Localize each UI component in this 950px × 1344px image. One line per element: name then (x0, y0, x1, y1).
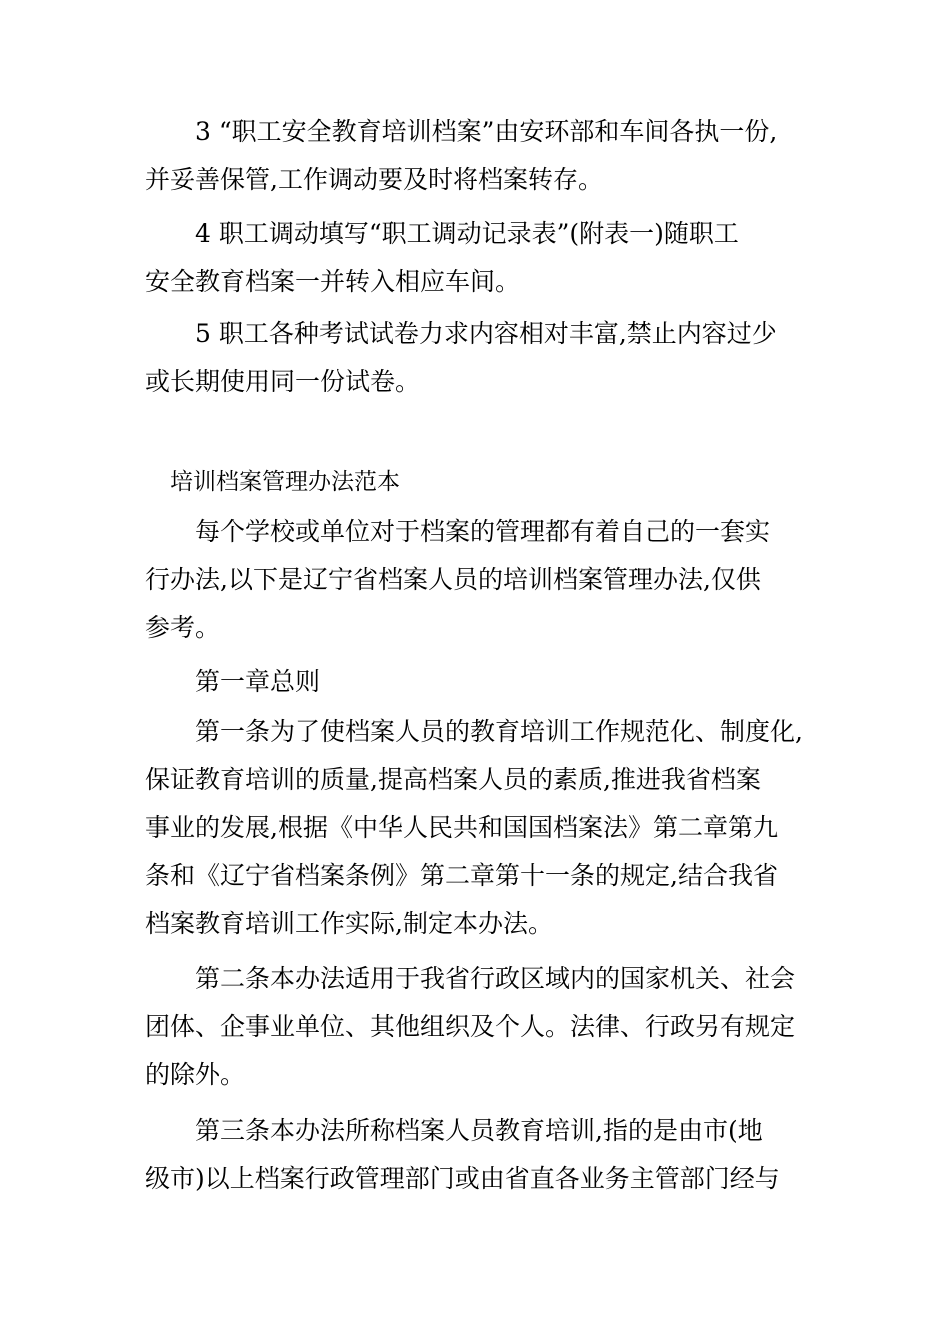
paragraph-line: 5 职工各种考试试卷力求内容相对丰富,禁止内容过少 (195, 319, 777, 348)
paragraph-line: 安全教育档案一并转入相应车间。 (145, 267, 521, 296)
paragraph-item-5 (145, 310, 817, 406)
paragraph-line: 级市)以上档案行政管理部门或由省直各业务主管部门经与 (145, 1164, 780, 1193)
paragraph-line: 档案教育培训工作实际,制定本办法。 (145, 909, 553, 938)
paragraph-line: 或长期使用同一份试卷。 (145, 367, 421, 396)
paragraph-line: 第二条本办法适用于我省行政区域内的国家机关、社会 (195, 964, 796, 993)
paragraph-line: 保证教育培训的质量,提高档案人员的素质,推进我省档案 (145, 765, 761, 794)
paragraph-line: 并妥善保管,工作调动要及时将档案转存。 (145, 165, 603, 194)
paragraph-line: 4 职工调动填写“职工调动记录表”(附表一)随职工 (195, 219, 739, 248)
paragraph-line: 3 “职工安全教育培训档案”由安环部和车间各执一份, (195, 117, 778, 146)
chapter-heading (145, 658, 817, 706)
paragraph-line: 第一条为了使档案人员的教育培训工作规范化、制度化, (195, 717, 803, 746)
paragraph-line: 条和《辽宁省档案条例》第二章第十一条的规定,结合我省 (145, 861, 778, 890)
paragraph-line: 行办法,以下是辽宁省档案人员的培训档案管理办法,仅供 (145, 565, 761, 594)
paragraph-line: 的除外。 (145, 1060, 246, 1089)
article-1 (145, 708, 817, 948)
paragraph-line: 参考。 (145, 613, 221, 642)
article-3 (145, 1107, 817, 1203)
paragraph-line: 第三条本办法所称档案人员教育培训,指的是由市(地 (195, 1116, 763, 1145)
paragraph-line: 第一章总则 (195, 667, 321, 696)
article-2 (145, 955, 817, 1099)
section-title: 培训档案管理办法范本 (170, 469, 400, 495)
paragraph-line: 事业的发展,根据《中华人民共和国国档案法》第二章第九 (145, 813, 778, 842)
paragraph-line: 团体、企事业单位、其他组织及个人。法律、行政另有规定 (145, 1012, 796, 1041)
paragraph-intro (145, 508, 817, 652)
paragraph-line: 每个学校或单位对于档案的管理都有着自己的一套实 (195, 517, 771, 546)
paragraph-item-3 (145, 108, 817, 204)
paragraph-item-4 (145, 210, 817, 306)
